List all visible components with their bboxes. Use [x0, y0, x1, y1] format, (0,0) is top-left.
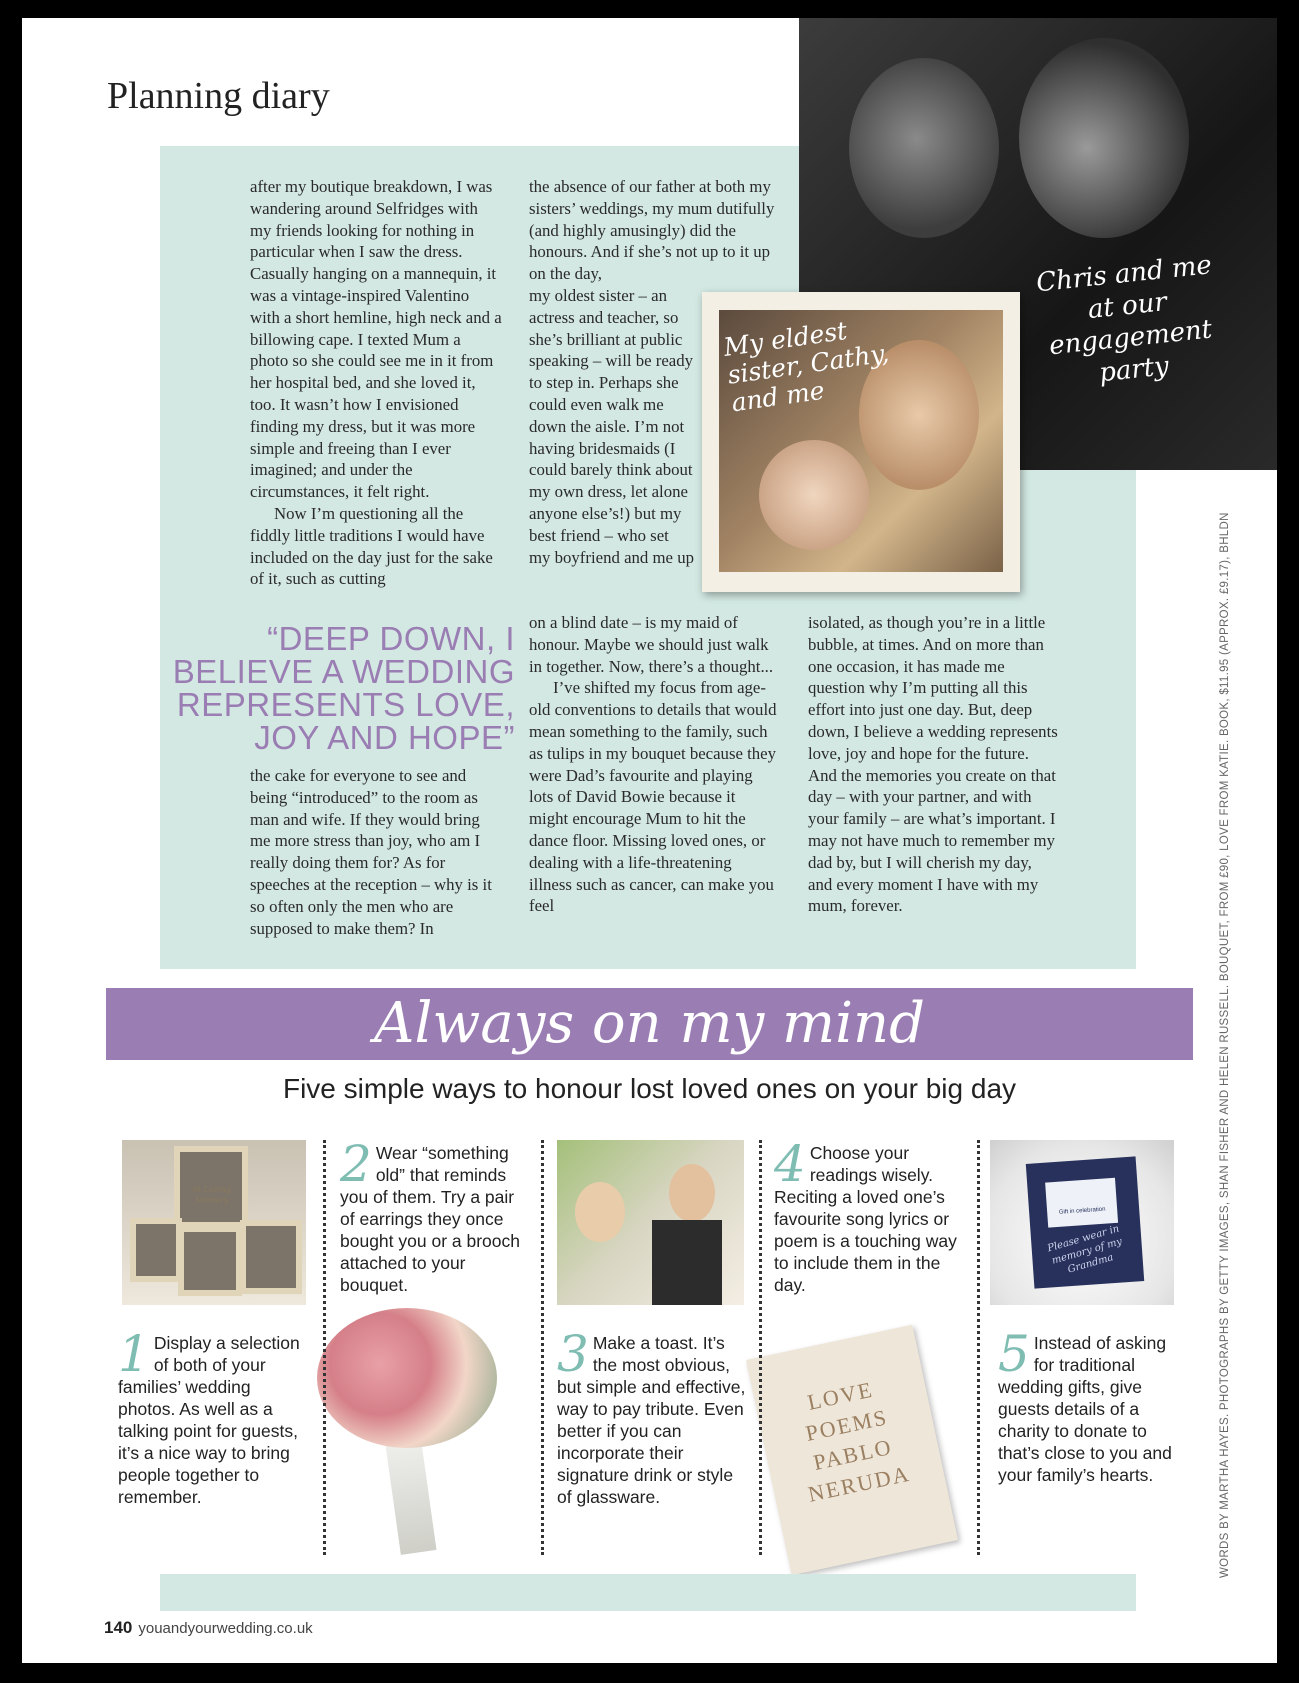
section-title: Planning diary	[107, 75, 330, 117]
magazine-page	[22, 18, 1277, 1663]
photo-figure	[575, 1182, 625, 1242]
bottom-strip	[160, 1574, 1136, 1611]
feature-title: Always on my mind	[374, 991, 925, 1056]
frame-sign: In Loving Memory	[192, 1185, 232, 1205]
page-number: 140	[104, 1618, 133, 1637]
article-paragraph: Now I’m questioning all the fiddly little traditions I would have included on the day just for the sake of it, such as cutting	[250, 503, 493, 589]
article-paragraph: my oldest sister – an actress and teacher, so she’s brilliant at public speaking – will be ready to step in. Perhaps she could even walk me down the aisle. I’m not having bridesmaids (I could barely think about my own dress, let alone anyone else’s!) but my best friend – who set my boyfriend and me up	[529, 286, 694, 567]
poetry-book-image	[746, 1325, 958, 1576]
photo-figure	[759, 440, 869, 550]
tip-text: Make a toast. It’s the most obvious, but simple and effective, way to pay tribute. Even better if you can incorporate their signature drink or style of glassware.	[557, 1333, 746, 1507]
article-paragraph: the cake for everyone to see and being “introduced” to the room as man and wife. If they would bring me more stress than joy, who am I really doing them for? As for speeches at the reception – why is it so often only the men who are supposed to make them? In	[250, 766, 492, 938]
article-paragraph: the absence of our father at both my sisters’ weddings, my mum dutifully (and highly amusingly) did the honours. And if she’s not up to it up on the day,	[529, 177, 775, 284]
tip-3	[557, 1325, 747, 1508]
tip-divider	[759, 1140, 762, 1555]
tip-divider	[977, 1140, 980, 1555]
article-column-2-bottom	[529, 612, 777, 917]
credits-text: WORDS BY MARTHA HAYES. PHOTOGRAPHS BY GETTY IMAGES, SHAN FISHER AND HELEN RUSSELL. BOUQUET, FROM £90, LOVE FROM KATIE. BOOK, $11.95 (APPROX. £9.17), BHLDN	[1219, 512, 1231, 1578]
page-footer	[104, 1618, 313, 1638]
tip-4	[774, 1135, 964, 1296]
pull-quote: “DEEP DOWN, I BELIEVE A WEDDING REPRESENTS LOVE, JOY AND HOPE”	[172, 620, 515, 756]
tip-text: Choose your readings wisely. Reciting a loved one’s favourite song lyrics or poem is a touching way to include them in the day.	[774, 1143, 957, 1295]
frame	[178, 1226, 242, 1296]
bouquet-image	[312, 1308, 502, 1558]
article-column-1-top	[250, 176, 502, 590]
tip-number: 4	[774, 1135, 806, 1193]
toast-image	[557, 1140, 744, 1305]
sister-photo-caption: My eldest sister, Cathy, and me	[721, 315, 891, 418]
article-paragraph: after my boutique breakdown, I was wandering around Selfridges with my friends looking for nothing in particular when I saw the dress. Casually hanging on a mannequin, it was a vintage-inspired Valentino with a short hemline, high neck and a billowing cape. I texted Mum a photo so she could see me in it from her hospital bed, and she loved it, too. It wasn’t how I envisioned finding my dress, but it was more simple and freeing than I ever imagined; and under the circumstances, it felt right.	[250, 177, 502, 502]
photo-figure	[849, 58, 999, 238]
tip-number: 1	[118, 1325, 150, 1383]
card-tag	[1045, 1178, 1118, 1228]
engagement-photo-caption: Chris and me at our engagement party	[1034, 250, 1214, 389]
frame	[130, 1218, 182, 1282]
article-paragraph: I’ve shifted my focus from age-old conventions to details that would mean something to the family, such as tulips in my bouquet because they were Dad’s favourite and playing lots of David Bowie because it might encourage Mum to hit the dance floor. Missing loved ones, or dealing with a life-threatening illness such as cancer, can make you feel	[529, 678, 777, 916]
article-column-1-bottom	[250, 765, 502, 939]
article-paragraph: on a blind date – is my maid of honour. Maybe we should just walk in together. Now, there’s a thought...	[529, 613, 774, 676]
tip-text: Display a selection of both of your families’ wedding photos. As well as a talking point for guests, it’s a nice way to bring people together to remember.	[118, 1333, 300, 1507]
tip-text: Instead of asking for traditional wedding gifts, give guests details of a charity to donate to that’s close to you and your family’s hearts.	[998, 1333, 1172, 1485]
tip-1	[118, 1325, 308, 1508]
tip-number: 3	[557, 1325, 589, 1383]
book-cover-text: LOVE POEMS PABLO NERUDA	[803, 1376, 913, 1507]
bouquet-flowers	[317, 1308, 497, 1448]
charity-card	[1026, 1156, 1144, 1288]
photo-credits	[1218, 512, 1234, 1578]
tip-number: 5	[998, 1325, 1030, 1383]
photo-frames-image	[122, 1140, 306, 1305]
polaroid-image	[719, 310, 1003, 572]
tip-divider	[541, 1140, 544, 1555]
photo-figure	[652, 1220, 722, 1305]
sister-polaroid-photo	[702, 292, 1020, 592]
article-paragraph: isolated, as though you’re in a little bubble, at times. And on more than one occasion, it has made me question why I’m putting all this effort into just one day. But, deep down, I believe a wedding represents love, joy and hope for the future. And the memories you create on that day – with your partner, and with your family – are what’s important. I may not have much to remember my dad by, but I will cherish my day, and every moment I have with my mum, forever.	[808, 613, 1058, 916]
article-column-2-wrap	[529, 285, 694, 568]
tip-text: Wear “something old” that reminds you of them. Try a pair of earrings they once bought you or a brooch attached to your bouquet.	[340, 1143, 520, 1295]
card-handwriting: Please wear in memory of my Grandma	[1046, 1223, 1124, 1276]
card-tag-text: Gift in celebration	[1058, 1206, 1106, 1216]
frame	[240, 1220, 302, 1294]
photo-figure	[669, 1164, 715, 1222]
tip-divider	[323, 1140, 326, 1555]
article-column-2-top	[529, 176, 777, 285]
footer-site[interactable]: youandyourwedding.co.uk	[138, 1620, 313, 1637]
tip-5	[998, 1325, 1188, 1486]
photo-figure	[1019, 38, 1189, 238]
article-column-3	[808, 612, 1060, 917]
tip-2	[340, 1135, 530, 1296]
tip-number: 2	[340, 1135, 372, 1193]
feature-subtitle: Five simple ways to honour lost loved ones on your big day	[282, 1073, 1017, 1104]
charity-card-image	[990, 1140, 1174, 1305]
